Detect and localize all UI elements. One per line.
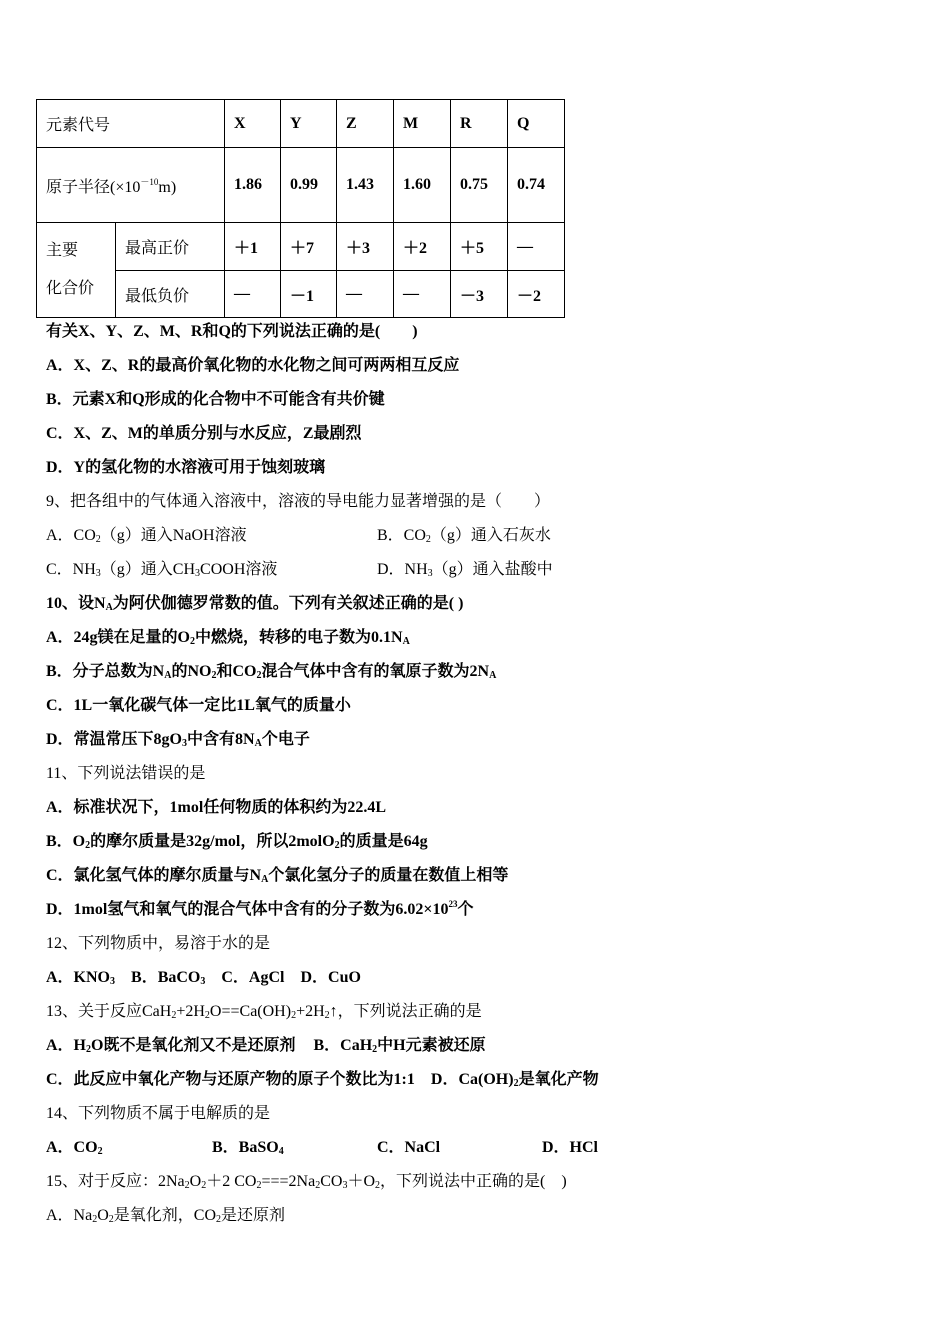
element-cell: X — [225, 100, 281, 148]
q9-option-d — [377, 560, 553, 580]
q13-a-text-post: O既不是氧化剂又不是还原剂 — [91, 1037, 296, 1054]
q10-stem — [46, 594, 463, 614]
q10-option-a — [46, 628, 410, 648]
q10-d-text: D．常温常压下8gO — [46, 731, 183, 748]
q10-d-text-post: 个电子 — [261, 731, 310, 748]
q15-stem-sub4: 2 — [315, 1180, 321, 1191]
q10-a-text-mid: 中燃烧，转移的电子数为0.1N — [195, 629, 403, 646]
q8-option-d: D．Y的氢化物的水溶液可用于蚀刻玻璃 — [46, 459, 326, 476]
q13-b-text: B．CaH — [313, 1037, 373, 1054]
q11-option-d — [46, 900, 473, 920]
q11-c-sub: A — [261, 874, 269, 885]
q14-option-b — [212, 1138, 284, 1158]
radius-value-cell: 1.86 — [225, 148, 281, 223]
q8-option-c: C．X、Z、M的单质分别与水反应，Z最剧烈 — [46, 425, 362, 442]
header-label-cell: 元素代号 — [37, 100, 225, 148]
q11-b-text-mid: 的摩尔质量是32g/mol，所以2molO — [90, 833, 335, 850]
q10-b-text-mid2: 和CO — [216, 663, 257, 680]
main-valence-line2: 化合价 — [46, 280, 95, 297]
q14-stem: 14、下列物质不属于电解质的是 — [46, 1105, 271, 1122]
q11-option-b — [46, 832, 428, 852]
q14-b-sub: 4 — [278, 1146, 284, 1157]
table-row-element-codes — [37, 100, 565, 148]
highest-valence-cell: — — [508, 223, 565, 271]
highest-valence-label: 最高正价 — [116, 223, 225, 271]
q9-b-sub: 2 — [425, 534, 431, 545]
element-table — [36, 99, 565, 318]
q12-a-text: A．KNO — [46, 969, 111, 986]
q10-b-sub: A — [164, 670, 172, 681]
radius-value-cell: 0.99 — [281, 148, 337, 223]
q10-stem-text: 10、设N — [46, 595, 106, 612]
q9-c-text: C．NH — [46, 561, 96, 578]
highest-valence-cell: ＋5 — [451, 223, 508, 271]
q15-a-text-mid: O — [97, 1207, 109, 1224]
q12-options — [46, 968, 361, 988]
element-cell: Y — [281, 100, 337, 148]
q13-c-text: C．此反应中氧化产物与还原产物的原子个数比为1:1 — [46, 1071, 415, 1088]
radius-label-unit: m) — [158, 178, 177, 196]
q15-option-a — [46, 1206, 285, 1226]
q9-option-c — [46, 560, 277, 580]
radius-label-exponent: －10 — [140, 176, 159, 187]
radius-value-cell: 1.43 — [337, 148, 394, 223]
table-row-atomic-radius — [37, 148, 565, 223]
q13-d-text-post: 是氧化产物 — [518, 1071, 599, 1088]
q9-a-text: A．CO — [46, 527, 96, 544]
q10-b-sub2: 2 — [211, 670, 217, 681]
q9-b-text-post: （g）通入石灰水 — [430, 527, 551, 544]
q13-stem-sub3: 2 — [291, 1010, 297, 1021]
q11-b-sub2: 2 — [334, 840, 340, 851]
lowest-valence-cell: — — [337, 271, 394, 318]
main-valence-line1: 主要 — [46, 242, 79, 259]
q12-b-text: B．BaCO — [131, 969, 201, 986]
q12-c-text: C．AgCl — [221, 969, 285, 986]
q12-stem: 12、下列物质中，易溶于水的是 — [46, 935, 271, 952]
q15-stem-mid3: ===2Na — [261, 1173, 316, 1190]
q9-stem: 9、把各组中的气体通入溶液中，溶液的导电能力显著增强的是（ ） — [46, 493, 551, 510]
q13-stem-sub2: 2 — [204, 1010, 210, 1021]
q10-option-c: C．1L一氧化碳气体一定比1L氧气的质量小 — [46, 697, 351, 714]
q13-stem-sub: 2 — [171, 1010, 177, 1021]
q14-option-c: C．NaCl — [377, 1139, 441, 1156]
q8-option-a: A．X、Z、R的最高价氧化物的水化物之间可两两相互反应 — [46, 357, 460, 374]
q10-b-text-mid3: 混合气体中含有的氧原子数为2N — [261, 663, 490, 680]
highest-valence-cell: ＋2 — [394, 223, 451, 271]
q15-a-text-mid2: 是氧化剂，CO — [113, 1207, 217, 1224]
q13-b-text-post: 中H元素被还原 — [377, 1037, 486, 1054]
q10-stem-text-post: 为阿伏伽德罗常数的值。下列有关叙述正确的是( ) — [112, 595, 464, 612]
q13-b-sub: 2 — [372, 1044, 378, 1055]
q11-c-text-post: 个氯化氢分子的质量在数值上相等 — [268, 867, 509, 884]
element-cell: Q — [508, 100, 565, 148]
q15-stem-post: ，下列说法中正确的是( ) — [380, 1173, 567, 1190]
highest-valence-cell: ＋7 — [281, 223, 337, 271]
q15-stem-sub2: 2 — [201, 1180, 207, 1191]
q9-d-text: D．NH — [377, 561, 428, 578]
radius-label-text: 原子半径(×10 — [46, 178, 141, 196]
q9-d-sub: 3 — [427, 568, 433, 579]
q11-option-a: A．标准状况下，1mol任何物质的体积约为22.4L — [46, 799, 387, 816]
q11-c-text: C．氯化氢气体的摩尔质量与N — [46, 867, 262, 884]
q9-b-text: B．CO — [377, 527, 426, 544]
q14-a-sub: 2 — [97, 1146, 103, 1157]
q11-b-text-post: 的质量是64g — [339, 833, 428, 850]
q15-a-text: A．Na — [46, 1207, 93, 1224]
q10-d-text-mid: 中含有8N — [187, 731, 255, 748]
q11-d-text: D．1mol氢气和氧气的混合气体中含有的分子数为6.02×10 — [46, 901, 449, 918]
radius-value-cell: 1.60 — [394, 148, 451, 223]
q13-options-ab — [46, 1036, 486, 1056]
q15-stem-sub3: 2 — [256, 1180, 262, 1191]
element-cell: R — [451, 100, 508, 148]
q8-option-b: B．元素X和Q形成的化合物中不可能含有共价键 — [46, 391, 385, 408]
q13-a-text: A．H — [46, 1037, 87, 1054]
q9-c-sub: 3 — [95, 568, 101, 579]
lowest-valence-cell: — — [225, 271, 281, 318]
q11-option-c — [46, 866, 508, 886]
q10-d-sub: 3 — [182, 738, 188, 749]
q12-d-text: D．CuO — [300, 969, 361, 986]
q9-a-text-post: （g）通入NaOH溶液 — [100, 527, 247, 544]
q10-d-sub2: A — [254, 738, 262, 749]
q13-stem — [46, 1002, 482, 1022]
highest-valence-cell: ＋3 — [337, 223, 394, 271]
q15-a-sub3: 2 — [216, 1214, 222, 1225]
q13-stem-post: ↑，下列说法正确的是 — [329, 1003, 482, 1020]
q15-stem-mid4: CO — [320, 1173, 343, 1190]
lowest-valence-label: 最低负价 — [116, 271, 225, 318]
q15-a-sub: 2 — [92, 1214, 98, 1225]
q11-b-text: B．O — [46, 833, 86, 850]
lowest-valence-cell: — — [394, 271, 451, 318]
q9-d-text-post: （g）通入盐酸中 — [432, 561, 553, 578]
q9-option-a — [46, 526, 247, 546]
q12-a-sub: 3 — [110, 976, 116, 987]
q13-a-sub: 2 — [86, 1044, 92, 1055]
main-valence-label-cell — [37, 223, 116, 318]
q13-stem-mid3: +2H — [296, 1003, 325, 1020]
q14-option-a — [46, 1138, 103, 1158]
q10-stem-sub: A — [105, 602, 113, 613]
q13-stem-mid2: O==Ca(OH) — [209, 1003, 292, 1020]
q9-c-text-mid: （g）通入CH — [100, 561, 196, 578]
lowest-valence-cell: －2 — [508, 271, 565, 318]
q9-option-b — [377, 526, 551, 546]
lowest-valence-cell: －1 — [281, 271, 337, 318]
q15-stem-sub6: 2 — [375, 1180, 380, 1191]
q11-stem: 11、下列说法错误的是 — [46, 765, 206, 782]
radius-value-cell: 0.75 — [451, 148, 508, 223]
q15-stem-sub: 2 — [184, 1180, 190, 1191]
q15-stem-sub5: 3 — [342, 1180, 348, 1191]
q10-b-text: B．分子总数为N — [46, 663, 165, 680]
radius-label-cell — [37, 148, 225, 223]
q10-option-d — [46, 730, 310, 750]
table-row-lowest-valence — [37, 271, 565, 318]
lowest-valence-cell: －3 — [451, 271, 508, 318]
element-cell: M — [394, 100, 451, 148]
q13-d-text: D．Ca(OH) — [430, 1071, 514, 1088]
q10-a-text: A．24g镁在足量的O — [46, 629, 191, 646]
q9-a-sub: 2 — [95, 534, 101, 545]
q8-stem: 有关X、Y、Z、M、R和Q的下列说法正确的是( ) — [46, 323, 418, 340]
q9-c-sub2: 3 — [195, 568, 201, 579]
q12-b-sub: 3 — [200, 976, 206, 987]
q10-a-sub: 2 — [190, 636, 196, 647]
q15-stem-mid2: ＋2 CO — [206, 1173, 257, 1190]
q14-option-d: D．HCl — [542, 1139, 599, 1156]
q10-b-sub3: 2 — [256, 670, 262, 681]
q10-option-b — [46, 662, 496, 682]
q11-d-sup: 23 — [448, 899, 458, 909]
q15-stem — [46, 1172, 567, 1192]
q13-stem-text: 13、关于反应CaH — [46, 1003, 172, 1020]
q10-a-sub2: A — [402, 636, 410, 647]
table-row-highest-valence — [37, 223, 565, 271]
q9-c-text-post: COOH溶液 — [200, 561, 278, 578]
q13-d-sub: 2 — [513, 1078, 519, 1089]
q13-options-cd — [46, 1070, 599, 1090]
q15-a-text-post: 是还原剂 — [221, 1207, 286, 1224]
q11-d-text-post: 个 — [457, 901, 474, 918]
highest-valence-cell: ＋1 — [225, 223, 281, 271]
q11-b-sub: 2 — [85, 840, 91, 851]
q13-stem-mid: +2H — [176, 1003, 205, 1020]
q10-b-sub4: A — [489, 670, 497, 681]
element-cell: Z — [337, 100, 394, 148]
q14-a-text: A．CO — [46, 1139, 98, 1156]
q15-a-sub2: 2 — [108, 1214, 114, 1225]
q10-b-text-mid: 的NO — [171, 663, 212, 680]
q15-stem-mid5: ＋O — [347, 1173, 375, 1190]
q15-stem-mid: O — [189, 1173, 202, 1190]
q15-stem-text: 15、对于反应：2Na — [46, 1173, 185, 1190]
q13-stem-sub4: 2 — [324, 1010, 330, 1021]
radius-value-cell: 0.74 — [508, 148, 565, 223]
q14-b-text: B．BaSO — [212, 1139, 279, 1156]
